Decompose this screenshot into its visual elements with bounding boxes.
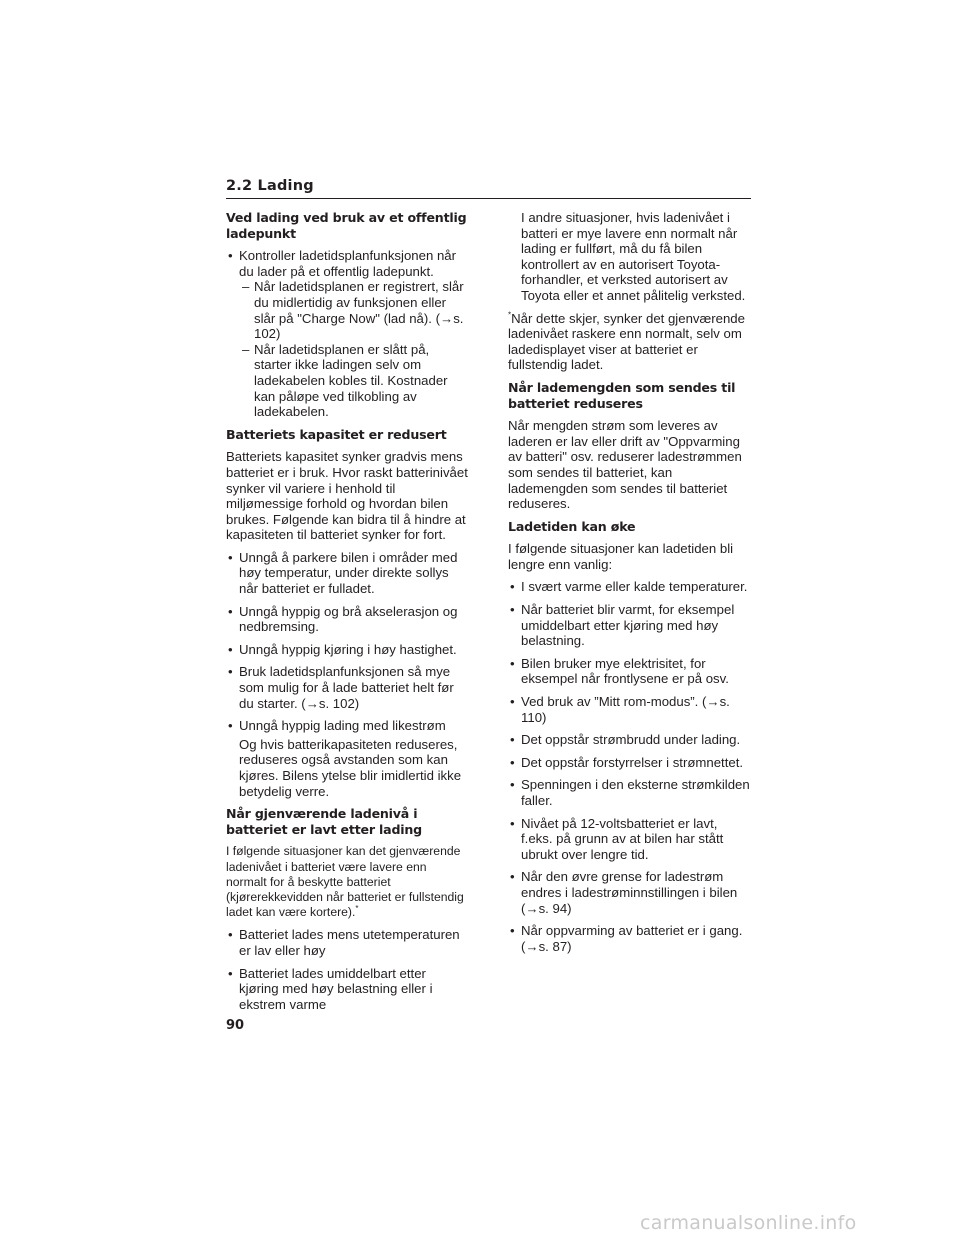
bullet-avoid-acceleration: • Unngå hyppig og brå akselerasjon og nedbremsing. bbox=[226, 604, 468, 635]
bullet-electricity-use: • Bilen bruker mye elektrisitet, for eksempel når frontlysene er på osv. bbox=[508, 656, 752, 687]
footnote-text: *Når dette skjer, synker det gjenværende ladenivået raskere enn normalt, selv om ladedisplayet viser at batteriet er fullstendig ladet. bbox=[508, 310, 745, 373]
paragraph-range-reduced: Og hvis batterikapasiteten reduseres, reduseres også avstanden som kan kjøres. Bilens ytelse blir imidlertid ikke betydelig verre. bbox=[239, 736, 462, 799]
dash-schedule-on: – Når ladetidsplanen er slått på, starter ikke ladingen selv om ladekabelen kobles til. Kostnader kan påløpe ved tilkobling av ladekabelen. bbox=[226, 342, 468, 420]
bullet-current-limit: • Når den øvre grense for ladestrøm endres i ladestrøminnstillingen i bilen (→s. 94) bbox=[508, 869, 752, 916]
heading-charge-amount: Når lademengden som sendes til batteriet reduseres bbox=[508, 379, 736, 411]
paragraph-low-level: I følgende situasjoner kan det gjenværende ladenivået i batteriet være lavere enn normalt for å beskytte batteriet (kjørerekkevidden når batteriet er fullstendig ladet kan være kortere).* bbox=[226, 844, 464, 920]
heading-capacity-reduced: Batteriets kapasitet er redusert bbox=[226, 426, 447, 442]
bullet-voltage-drop: • Spenningen i den eksterne strømkilden faller. bbox=[508, 777, 752, 808]
bullet-avoid-heat: • Unngå å parkere bilen i områder med høy temperatur, under direkte sollys når batteriet er fulladet. bbox=[226, 550, 468, 597]
heading-low-level: Når gjenværende ladenivå i batteriet er lavt etter lading bbox=[226, 806, 422, 837]
bullet-check-schedule: • Kontroller ladetidsplanfunksjonen når du lader på et offentlig ladepunkt. bbox=[226, 248, 468, 279]
left-column bbox=[226, 210, 468, 1019]
paragraph-charge-time: I følgende situasjoner kan ladetiden bli lengre enn vanlig: bbox=[508, 541, 734, 572]
bullet-battery-heating: • Når oppvarming av batteriet er i gang. (→s. 87) bbox=[508, 923, 752, 954]
bullet-after-driving: • Batteriet lades umiddelbart etter kjøring med høy belastning eller i ekstrem varme bbox=[226, 966, 468, 1013]
bullet-avoid-dc: • Unngå hyppig lading med likestrøm bbox=[226, 718, 468, 734]
bullet-temperature: • Batteriet lades mens utetemperaturen er lav eller høy bbox=[226, 927, 468, 958]
dash-schedule-registered: – Når ladetidsplanen er registrert, slår du midlertidig av funksjonen eller slår på "Charge Now" (lad nå). (→s. 102) bbox=[226, 279, 468, 341]
bullet-grid-disturbance: • Det oppstår forstyrrelser i strømnettet. bbox=[508, 755, 752, 771]
bullet-my-room-mode: • Ved bruk av ”Mitt rom-modus”. (→s. 110) bbox=[508, 694, 752, 725]
section-title: 2.2 Lading bbox=[226, 178, 314, 194]
footnote-marker-right: * bbox=[508, 310, 512, 320]
right-column bbox=[508, 210, 752, 961]
footnote-marker: * bbox=[355, 904, 359, 914]
bullet-use-schedule: • Bruk ladetidsplanfunksjonen så mye som mulig for å lade batteriet helt før du starter. (→s. 102) bbox=[226, 664, 468, 711]
watermark: carmanualsonline.info bbox=[640, 1212, 857, 1234]
paragraph-capacity: Batteriets kapasitet synker gradvis mens batteriet er i bruk. Hvor raskt batterinivået synker vil variere i henhold til miljømessige forhold og hvordan bilen brukes. Følgende kan bidra til å hindre at kapasiteten til batteriet synker for fort. bbox=[226, 449, 468, 543]
bullet-12v-low: • Nivået på 12-voltsbatteriet er lavt, f.eks. på grunn av at bilen har stått ubrukt over lengre tid. bbox=[508, 816, 752, 863]
heading-public-charging: Ved lading ved bruk av et offentlig ladepunkt bbox=[226, 210, 467, 241]
paragraph-charge-amount: Når mengden strøm som leveres av laderen er lav eller drift av "Oppvarming av batteri" osv. reduserer ladestrømmen som sendes til batteriet, kan lademengden som sendes til batteriet reduseres. bbox=[508, 418, 742, 512]
bullet-extreme-temp: • I svært varme eller kalde temperaturer. bbox=[508, 579, 752, 595]
page-number: 90 bbox=[226, 1018, 245, 1033]
bullet-avoid-high-speed: • Unngå hyppig kjøring i høy hastighet. bbox=[226, 642, 468, 658]
paragraph-other-situations: I andre situasjoner, hvis ladenivået i batteri er mye lavere enn normalt når lading er fullført, må du få bilen kontrollert av en autorisert Toyota-forhandler, et verksted autorisert av Toyota eller et annet pålitelig verksted. bbox=[521, 210, 746, 303]
bullet-power-outage: • Det oppstår strømbrudd under lading. bbox=[508, 732, 752, 748]
bullet-battery-warm: • Når batteriet blir varmt, for eksempel umiddelbart etter kjøring med høy belastning. bbox=[508, 602, 752, 649]
section-header bbox=[226, 178, 751, 199]
heading-charge-time: Ladetiden kan øke bbox=[508, 518, 636, 534]
